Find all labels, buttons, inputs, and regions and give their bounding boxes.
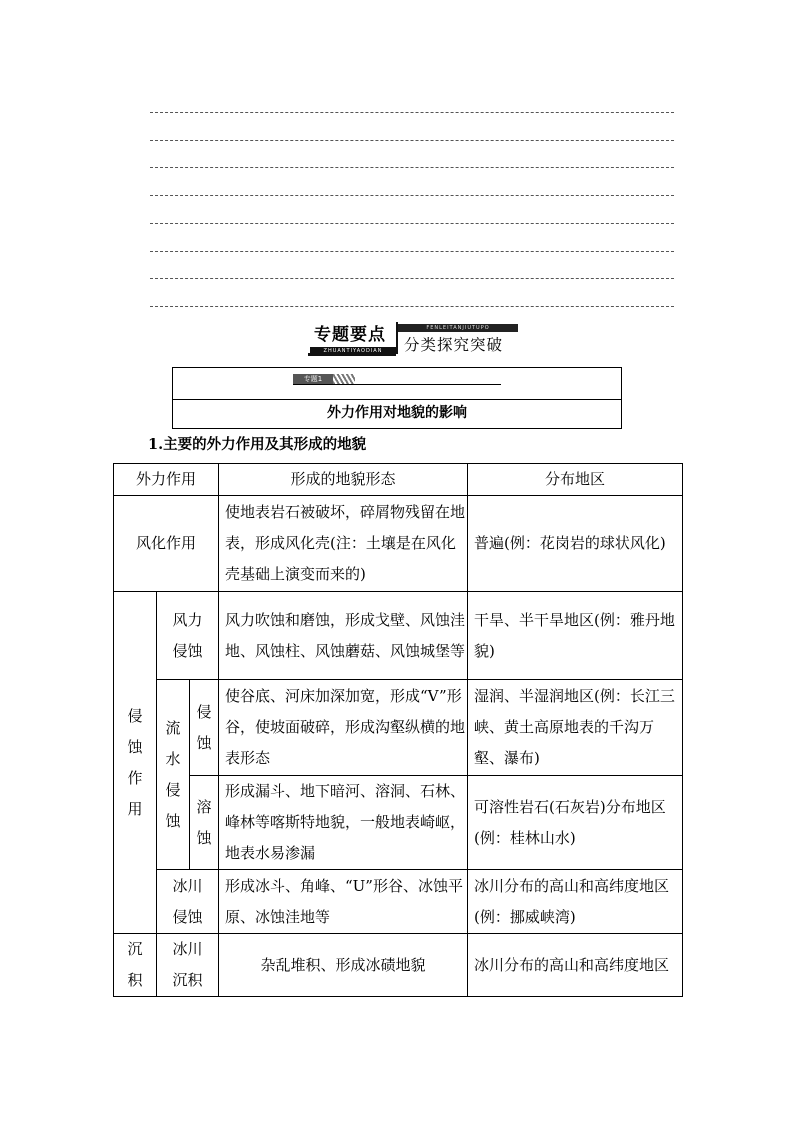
answer-line [150,223,674,224]
water-solution-label: 溶蚀 [190,776,219,870]
table-row [114,592,683,680]
wind-form: 风力吹蚀和磨蚀，形成戈壁、风蚀洼地、风蚀柱、风蚀蘑菇、风蚀城堡等 [219,592,468,680]
answer-line [150,112,674,113]
topic-divider [173,399,621,400]
weathering-area: 普遍(例：花岗岩的球状风化) [468,496,683,592]
section-heading: 1.主要的外力作用及其形成的地貌 [148,436,367,453]
table-row [114,680,683,776]
water-erosion-area: 湿润、半湿润地区(例：长江三峡、黄土高原地表的千沟万壑、瀑布) [468,680,683,776]
section-banner [308,320,520,356]
glacier-erosion-label: 冰川侵蚀 [157,870,219,934]
banner-subtitle: 分类探究突破 [404,336,504,354]
header-form: 形成的地貌形态 [219,464,468,496]
weathering-form: 使地表岩石被破坏，碎屑物残留在地表，形成风化壳(注：土壤是在风化壳基础上演变而来的) [219,496,468,592]
glacier-deposit-label: 冰川沉积 [157,934,219,997]
banner-title: 专题要点 [314,325,386,345]
banner-left [308,320,396,356]
water-solution-form: 形成漏斗、地下暗河、溶洞、石林、峰林等喀斯特地貌，一般地表崎岖，地表水易渗漏 [219,776,468,870]
water-erosion-form: 使谷底、河床加深加宽，形成“V”形谷，使坡面破碎，形成沟壑纵横的地表形态 [219,680,468,776]
header-force: 外力作用 [114,464,219,496]
answer-line [150,140,674,141]
wind-area: 干旱、半干旱地区(例：雅丹地貌) [468,592,683,680]
table-row [114,870,683,934]
banner-title-pinyin: ZHUANTIYAODIAN [310,347,396,356]
wind-label: 风力侵蚀 [157,592,219,680]
glacier-erosion-area: 冰川分布的高山和高纬度地区(例：挪威峡湾) [468,870,683,934]
topic-tag: 专题1 [293,374,333,384]
topic-underline [293,384,501,385]
banner-subtitle-pinyin: FENLEITANJIUTUPO [398,324,518,332]
topic-box [172,367,622,429]
header-area: 分布地区 [468,464,683,496]
water-solution-area: 可溶性岩石(石灰岩)分布地区(例：桂林山水) [468,776,683,870]
answer-line [150,195,674,196]
answer-line [150,251,674,252]
deposition-label: 沉积 [114,934,157,997]
banner-right [398,320,520,356]
topic-tag-decoration [333,374,355,384]
table-row [114,934,683,997]
table-row [114,496,683,592]
answer-line [150,306,674,307]
glacier-deposit-form: 杂乱堆积、形成冰碛地貌 [219,934,468,997]
answer-line [150,167,674,168]
landform-table [113,463,683,997]
answer-line [150,278,674,279]
erosion-label: 侵蚀作用 [114,592,157,934]
water-erosion-label: 侵蚀 [190,680,219,776]
glacier-deposit-area: 冰川分布的高山和高纬度地区 [468,934,683,997]
water-label: 流水侵蚀 [157,680,190,870]
glacier-erosion-form: 形成冰斗、角峰、“U”形谷、冰蚀平原、冰蚀洼地等 [219,870,468,934]
topic-title: 外力作用对地貌的影响 [327,405,467,421]
table-row [114,776,683,870]
weathering-label: 风化作用 [114,496,219,592]
table-header-row [114,464,683,496]
